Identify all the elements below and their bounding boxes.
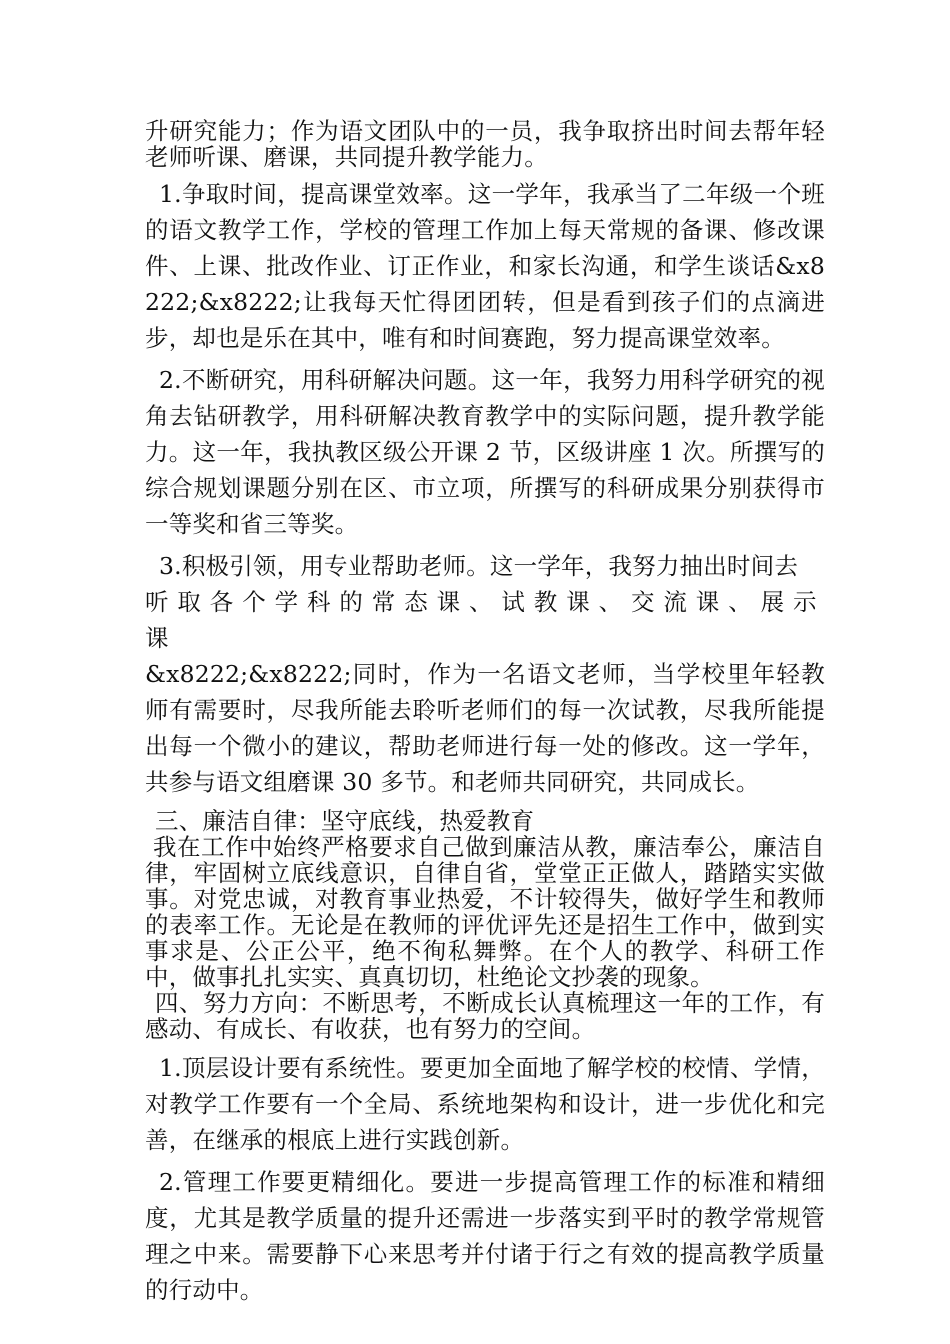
paragraph-integrity: 我在工作中始终严格要求自己做到廉洁从教，廉洁奉公，廉洁自律，牢固树立底线意识，自律自省，堂堂正正做人，踏踏实实做事。对党忠诚，对教育事业热爱，不计较得失，做好学生和教师的表率工作。无论是在教师的评优评先还是招生工作中，做到实事求是、公正公平，绝不徇私舞弊。在个人的教学、科研工作中，做事扎扎实实、真真切切，杜绝论文抄袭的现象。 xyxy=(145,833,825,991)
section-heading-integrity: 三、廉洁自律：坚守底线，热爱教育 xyxy=(155,807,535,835)
section-heading-direction: 四、努力方向：不断思考，不断成长认真梳理这一年的工作，有感动、有成长、有收获，也有努力的空间。 xyxy=(145,989,825,1043)
paragraph-guidance-line1: 3.积极引领，用专业帮助老师。这一学年，我努力抽出时间去 xyxy=(159,552,799,580)
paragraph-fine-management: 2.管理工作要更精细化。要进一步提高管理工作的标准和精细度，尤其是教学质量的提升还需进一步落实到平时的教学常规管理之中来。需要静下心来思考并付诸于行之有效的提高教学质量的行动中。 xyxy=(145,1168,825,1304)
paragraph-classroom-efficiency: 1.争取时间，提高课堂效率。这一学年，我承当了二年级一个班的语文教学工作，学校的管理工作加上每天常规的备课、修改课件、上课、批改作业、订正作业，和家长沟通，和学生谈话&x8222;&x8222;让我每天忙得团团转，但是看到孩子们的点滴进步，却也是乐在其中，唯有和时间赛跑，努力提高课堂效率。 xyxy=(145,180,825,352)
paragraph-guidance xyxy=(145,548,825,800)
paragraph-teamwork: 升研究能力；作为语文团队中的一员，我争取挤出时间去帮年轻老师听课、磨课，共同提升教学能力。 xyxy=(145,117,825,171)
document-page xyxy=(145,118,825,1308)
paragraph-top-level-design: 1.顶层设计要有系统性。要更加全面地了解学校的校情、学情，对教学工作要有一个全局、系统地架构和设计，进一步优化和完善，在继承的根底上进行实践创新。 xyxy=(145,1054,825,1154)
paragraph-guidance-rest: &x8222;&x8222;同时，作为一名语文老师，当学校里年轻教师有需要时，尽我所能去聆听老师们的每一次试教，尽我所能提出每一个微小的建议，帮助老师进行每一处的修改。这一学年，共参与语文组磨课 30 多节。和老师共同研究，共同成长。 xyxy=(145,660,825,796)
paragraph-research: 2.不断研究，用科研解决问题。这一年，我努力用科学研究的视角去钻研教学，用科研解决教育教学中的实际问题，提升教学能力。这一年，我执教区级公开课 2 节，区级讲座 1 次。所撰写的综合规划课题分别在区、市立项，所撰写的科研成果分别获得市一等奖和省三等奖。 xyxy=(145,366,825,538)
paragraph-guidance-line2: 听取各个学科的常态课、试教课、交流课、展示课 xyxy=(145,588,825,652)
